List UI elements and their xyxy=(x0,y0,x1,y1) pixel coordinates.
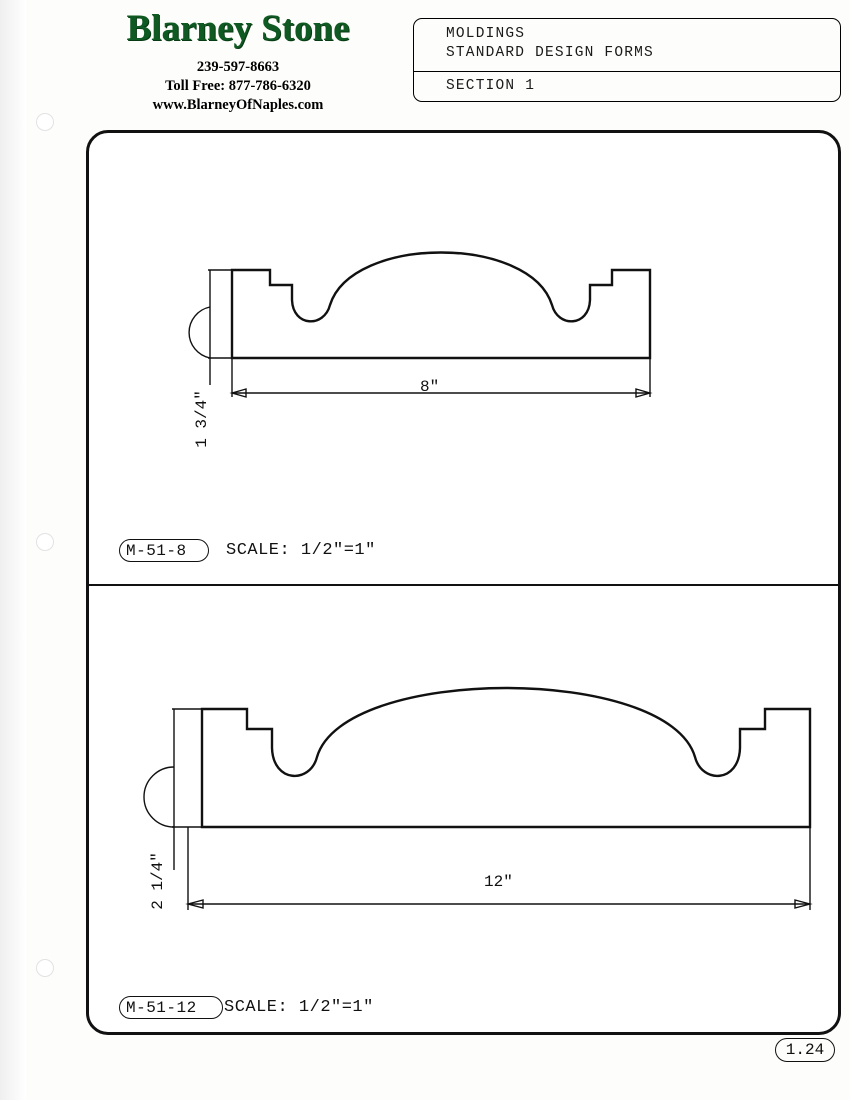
title-block-line-2: STANDARD DESIGN FORMS xyxy=(446,45,654,61)
hole-punch xyxy=(36,533,54,551)
height-dimension-2: 2 1/4" xyxy=(148,852,167,910)
molding-profile-drawing-2 xyxy=(140,685,820,935)
title-block-line-1: MOLDINGS xyxy=(446,26,526,42)
drawing-frame-divider xyxy=(86,584,841,586)
molding-profile-drawing-1 xyxy=(180,245,700,455)
part-number-1: M-51-8 xyxy=(126,542,187,560)
page-number: 1.24 xyxy=(785,1041,825,1059)
scale-label-2: SCALE: 1/2"=1" xyxy=(224,998,374,1017)
company-toll-free: Toll Free: 877-786-6320 xyxy=(165,77,311,94)
hole-punch xyxy=(36,959,54,977)
company-website: www.BlarneyOfNaples.com xyxy=(152,96,324,113)
scan-edge-shadow xyxy=(0,0,26,1100)
height-dimension-1: 1 3/4" xyxy=(192,390,211,448)
width-dimension-2: 12" xyxy=(484,873,513,891)
width-dimension-1: 8" xyxy=(420,378,440,396)
company-logo-block xyxy=(88,10,388,114)
title-block xyxy=(413,18,841,102)
company-name: Blarney Stone xyxy=(126,8,350,49)
company-phone: 239-597-8663 xyxy=(196,58,280,75)
scale-label-1: SCALE: 1/2"=1" xyxy=(226,541,376,560)
part-number-2: M-51-12 xyxy=(126,999,197,1017)
title-block-divider xyxy=(413,71,841,72)
title-block-line-3: SECTION 1 xyxy=(446,78,536,94)
hole-punch xyxy=(36,113,54,131)
